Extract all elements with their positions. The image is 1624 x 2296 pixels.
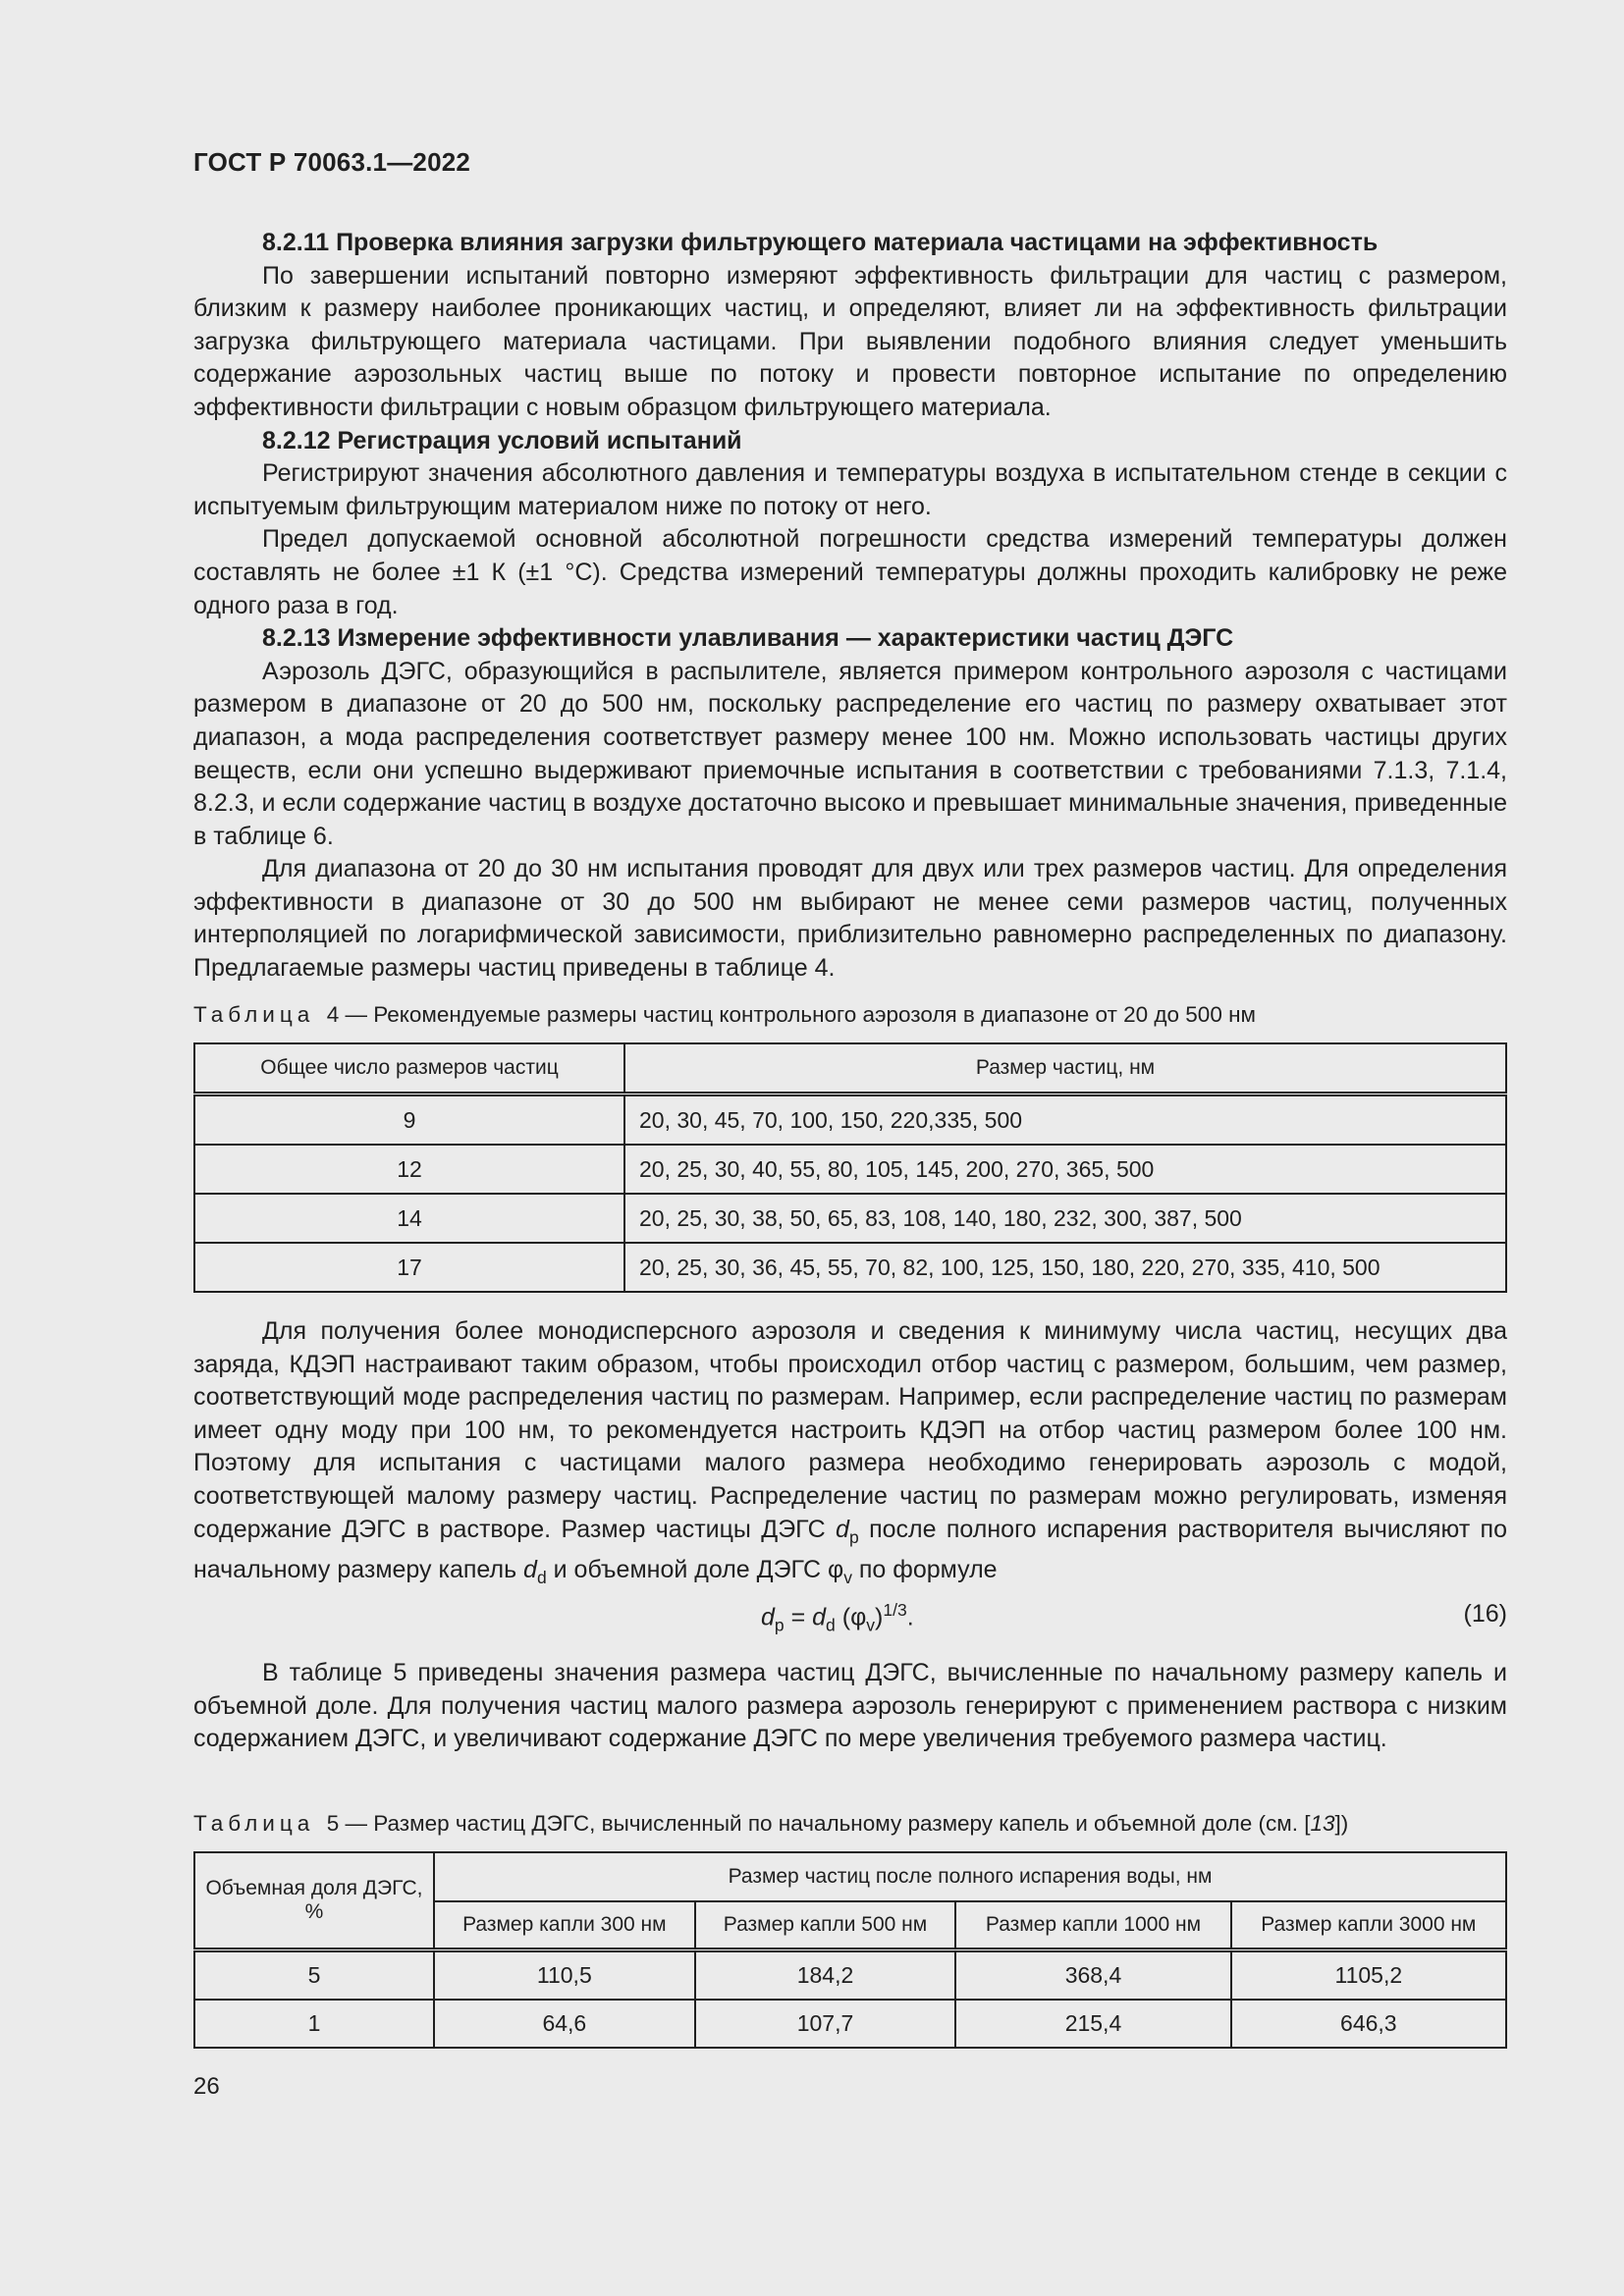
symbol-d: d bbox=[812, 1603, 827, 1631]
paren-close: ) bbox=[875, 1603, 884, 1631]
paren-open: ( bbox=[835, 1603, 851, 1631]
table5-cell-volume: 5 bbox=[194, 1950, 434, 2001]
paragraph-8-2-12-b: Предел допускаемой основной абсолютной погрешности средства измерений температуры должен составлять не более ±1 К (±1 °С). Средства измерений температуры должны проходить калибровку не реже одного раза в год. bbox=[193, 525, 1507, 619]
paragraph-8-2-13-b: Для диапазона от 20 до 30 нм испытания проводят для двух или трех размеров частиц. Для определения эффективности в диапазоне от 30 до 500 нм выбирают не менее семи размеров частиц, полученных интерполяцией по логарифмической зависимости, приблизительно равномерно распределенных по диапазону. Предлагаемые размеры частиц приведены в таблице 4. bbox=[193, 855, 1507, 983]
formula-number: (16) bbox=[1463, 1600, 1507, 1628]
table5 bbox=[193, 1851, 1507, 2049]
paragraph-8-2-11: По завершении испытаний повторно измеряют эффективность фильтрации для частиц с размером, близким к размеру наиболее проникающих частиц, и определяют, влияет ли на эффективность фильтрации загрузка фильтрующего материала частицами. При выявлении подобного влияния следует уменьшить содержание аэрозольных частиц выше по потоку и провести повторное испытание по определению эффективности фильтрации с новым образцом фильтрующего материала. bbox=[193, 261, 1507, 421]
table5-caption bbox=[193, 1809, 1348, 1839]
body-text-lower bbox=[193, 1657, 1507, 1756]
table5-cell-volume: 1 bbox=[194, 2000, 434, 2048]
table-row bbox=[194, 1194, 1506, 1243]
table5-cell: 1105,2 bbox=[1231, 1950, 1506, 2001]
table-row bbox=[194, 1145, 1506, 1194]
table4-cell-count: 12 bbox=[194, 1145, 624, 1194]
body-text-middle bbox=[193, 1315, 1507, 1595]
text-run: и объемной доле ДЭГС bbox=[546, 1556, 828, 1584]
subscript-v: v bbox=[866, 1615, 876, 1635]
table4-caption-text: 4 — Рекомендуемые размеры частиц контрольного аэрозоля в диапазоне от 20 до 500 нм bbox=[326, 1002, 1256, 1027]
table5-subcol: Размер капли 500 нм bbox=[695, 1901, 956, 1950]
exponent: 1/3 bbox=[883, 1600, 907, 1620]
table5-cell: 215,4 bbox=[955, 2000, 1230, 2048]
table5-subcol: Размер капли 1000 нм bbox=[955, 1901, 1230, 1950]
text-run: после полного испарения растворителя вычисляют по начальному размеру капель bbox=[193, 1515, 1507, 1584]
table4-cell-sizes: 20, 30, 45, 70, 100, 150, 220,335, 500 bbox=[624, 1095, 1506, 1146]
table4-cell-sizes: 20, 25, 30, 38, 50, 65, 83, 108, 140, 180, 232, 300, 387, 500 bbox=[624, 1194, 1506, 1243]
symbol-phi: φ bbox=[850, 1603, 867, 1631]
table5-subcol: Размер капли 300 нм bbox=[434, 1901, 695, 1950]
table5-caption-label: Таблица bbox=[193, 1811, 315, 1836]
symbol-d: d bbox=[523, 1556, 537, 1584]
subscript-d: d bbox=[536, 1568, 547, 1588]
subscript-p: p bbox=[848, 1526, 859, 1547]
text-run: по формуле bbox=[851, 1556, 998, 1584]
body-text-top bbox=[193, 227, 1507, 986]
table5-cell: 110,5 bbox=[434, 1950, 695, 2001]
table5-caption-text: 5 — Размер частиц ДЭГС, вычисленный по начальному размеру капель и объемной доле (см. [ bbox=[326, 1811, 1311, 1836]
table4-caption bbox=[193, 1000, 1256, 1030]
formula-expression bbox=[761, 1600, 914, 1635]
page-number: 26 bbox=[193, 2073, 220, 2100]
table-row bbox=[194, 1243, 1506, 1292]
text-run: Для получения более монодисперсного аэрозоля и сведения к минимуму числа частиц, несущих два заряда, КДЭП настраивают таким образом, чтобы происходил отбор частиц с размером, большим, чем размер, соответствующий моде распределения частиц по размерам. Например, если распределение частиц по размерам имеет одну моду при 100 нм, то рекомендуется настроить КДЭП на отбор частиц размером более 100 нм. Поэтому для испытания с частицами малого размера необходимо генерировать аэрозоль с модой, соответствующей малому размеру частиц. Распределение частиц по размерам можно регулировать, изменяя содержание ДЭГС в растворе. Размер частицы ДЭГС bbox=[193, 1317, 1507, 1543]
formula-16 bbox=[193, 1600, 1507, 1633]
heading-8-2-12: 8.2.12 Регистрация условий испытаний bbox=[262, 426, 742, 454]
table4-col-count: Общее число размеров частиц bbox=[194, 1043, 624, 1095]
table4 bbox=[193, 1042, 1507, 1293]
table4-cell-count: 9 bbox=[194, 1095, 624, 1146]
table5-caption-ref: 13 bbox=[1310, 1811, 1335, 1836]
table4-cell-count: 17 bbox=[194, 1243, 624, 1292]
symbol-d: d bbox=[836, 1515, 849, 1543]
paragraph-8-2-12-a: Регистрируют значения абсолютного давления и температуры воздуха в испытательном стенде в секции с испытуемым фильтрующим материалом ниже по потоку от него. bbox=[193, 459, 1507, 520]
table5-col-group: Размер частиц после полного испарения воды, нм bbox=[434, 1852, 1506, 1901]
table4-cell-sizes: 20, 25, 30, 40, 55, 80, 105, 145, 200, 270, 365, 500 bbox=[624, 1145, 1506, 1194]
table5-cell: 107,7 bbox=[695, 2000, 956, 2048]
table-row bbox=[194, 1950, 1506, 2001]
table5-cell: 646,3 bbox=[1231, 2000, 1506, 2048]
paragraph-monodisperse bbox=[193, 1315, 1507, 1595]
table5-cell: 64,6 bbox=[434, 2000, 695, 2048]
symbol-phi: φ bbox=[827, 1556, 844, 1584]
table5-cell: 184,2 bbox=[695, 1950, 956, 2001]
table4-cell-count: 14 bbox=[194, 1194, 624, 1243]
table4-col-sizes: Размер частиц, нм bbox=[624, 1043, 1506, 1095]
doc-header: ГОСТ Р 70063.1—2022 bbox=[193, 147, 471, 177]
table5-caption-text-end: ]) bbox=[1334, 1811, 1349, 1836]
subscript-v: v bbox=[843, 1568, 852, 1588]
table-row bbox=[194, 1095, 1506, 1146]
table5-header-row-1 bbox=[194, 1852, 1506, 1901]
table5-cell: 368,4 bbox=[955, 1950, 1230, 2001]
table5-col-volume: Объемная доля ДЭГС, % bbox=[194, 1852, 434, 1950]
table4-cell-sizes: 20, 25, 30, 36, 45, 55, 70, 82, 100, 125, 150, 180, 220, 270, 335, 410, 500 bbox=[624, 1243, 1506, 1292]
period: . bbox=[906, 1603, 914, 1631]
table-row bbox=[194, 2000, 1506, 2048]
heading-8-2-11: 8.2.11 Проверка влияния загрузки фильтрующего материала частицами на эффективность bbox=[262, 229, 1379, 256]
subscript-d: d bbox=[826, 1615, 836, 1635]
heading-8-2-13: 8.2.13 Измерение эффективности улавливания — характеристики частиц ДЭГС bbox=[262, 624, 1234, 653]
paragraph-table5-intro: В таблице 5 приведены значения размера частиц ДЭГС, вычисленные по начальному размеру капель и объемной доле. Для получения частиц малого размера аэрозоль генерируют с применением раствора с низким содержанием ДЭГС, и увеличивают содержание ДЭГС по мере увеличения требуемого размера частиц. bbox=[193, 1659, 1507, 1753]
subscript-p: p bbox=[774, 1615, 785, 1635]
symbol-d: d bbox=[761, 1603, 775, 1631]
table4-caption-label: Таблица bbox=[193, 1002, 315, 1027]
paragraph-8-2-13-a: Аэрозоль ДЭГС, образующийся в распылителе, является примером контрольного аэрозоля с частицами размером в диапазоне от 20 до 500 нм, поскольку распределение его частиц по размеру охватывает этот диапазон, а мода распределения соответствует размеру менее 100 нм. Можно использовать частицы других веществ, если они успешно выдерживают приемочные испытания в соответствии с требованиями 7.1.3, 7.1.4, 8.2.3, и если содержание частиц в воздухе достаточно высоко и превышает минимальные значения, приведенные в таблице 6. bbox=[193, 657, 1507, 850]
equals-sign: = bbox=[784, 1603, 813, 1631]
table5-subcol: Размер капли 3000 нм bbox=[1231, 1901, 1506, 1950]
table4-header-row bbox=[194, 1043, 1506, 1095]
